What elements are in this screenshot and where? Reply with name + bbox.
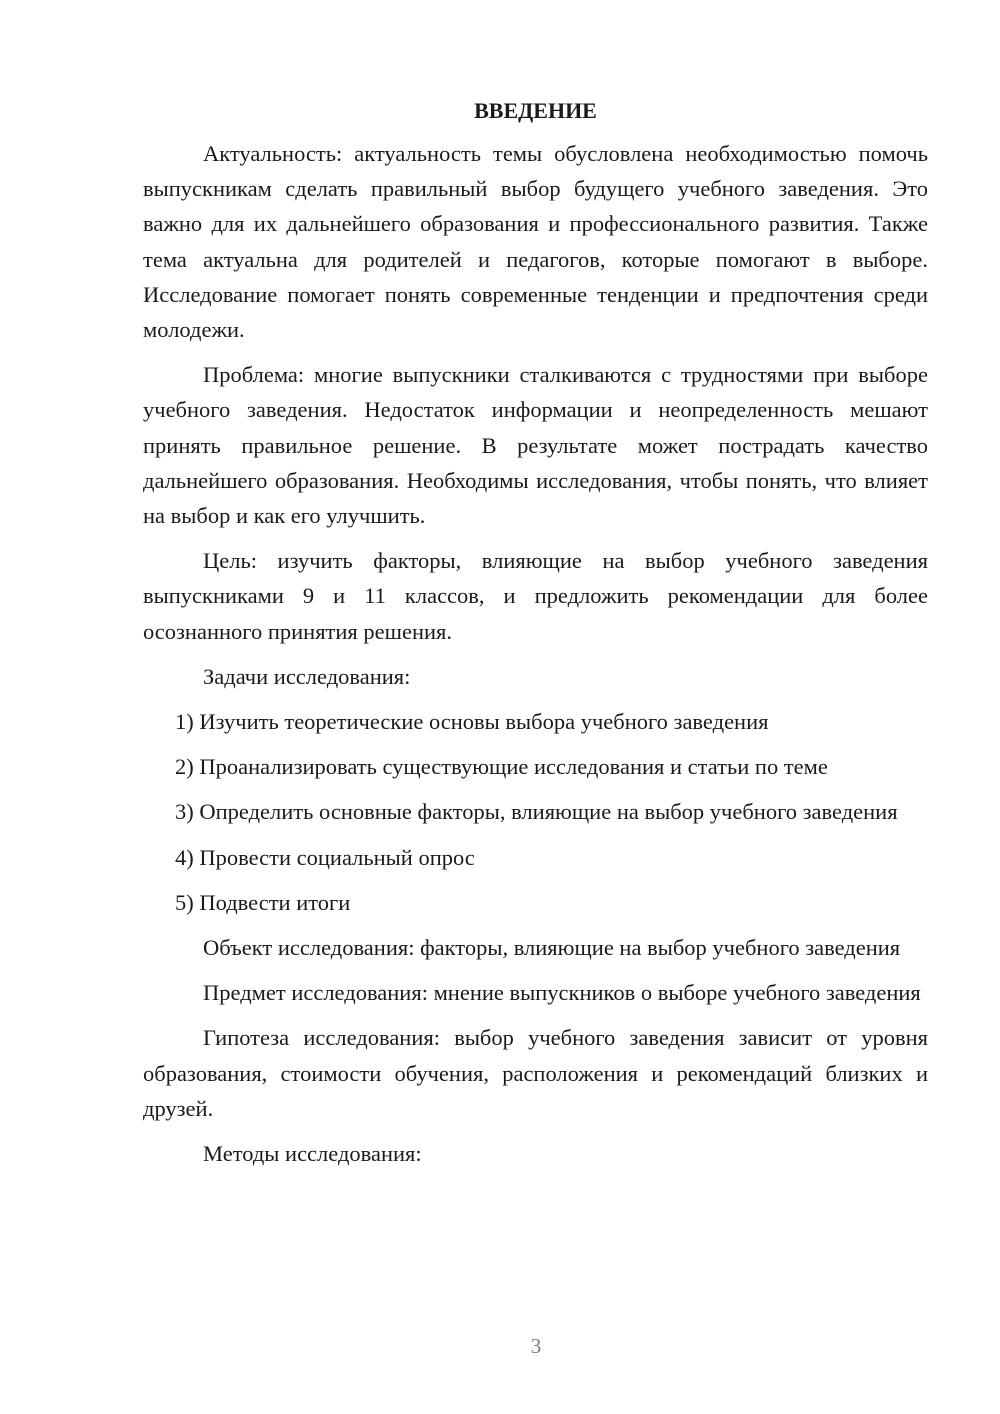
list-item-task-1: 1) Изучить теоретические основы выбора учебного заведения <box>175 709 769 735</box>
list-item-task-5: 5) Подвести итоги <box>175 889 351 915</box>
paragraph-subject: Предмет исследования: мнение выпускников о выборе учебного заведения <box>203 980 921 1006</box>
paragraph-relevance: Актуальность: актуальность темы обусловлена необходимостью помочь выпускникам сделать правильный выбор будущего учебного заведения. Это важно для их дальнейшего образования и профессионального развития. Также тема актуальна для родителей и педагогов, которые помогают в выборе. Исследование помогает понять современные тенденции и предпочтения среди молодежи. <box>143 141 928 343</box>
page-number: 3 <box>530 1334 542 1358</box>
list-item-task-3: 3) Определить основные факторы, влияющие на выбор учебного заведения <box>175 799 898 825</box>
paragraph-goal: Цель: изучить факторы, влияющие на выбор учебного заведения выпускниками 9 и 11 классов, и предложить рекомендации для более осознанного принятия решения. <box>143 548 928 644</box>
paragraph-problem: Проблема: многие выпускники сталкиваются с трудностями при выборе учебного заведения. Недостаток информации и неопределенность мешают принять правильное решение. В результате может пострадать качество дальнейшего образования. Необходимы исследования, чтобы понять, что влияет на выбор и как его улучшить. <box>143 362 928 529</box>
paragraph-object: Объект исследования: факторы, влияющие на выбор учебного заведения <box>203 935 901 961</box>
paragraph-methods-heading: Методы исследования: <box>203 1141 422 1167</box>
paragraph-hypothesis: Гипотеза исследования: выбор учебного заведения зависит от уровня образования, стоимости обучения, расположения и рекомендаций близких и друзей. <box>143 1025 928 1121</box>
paragraph-tasks-heading: Задачи исследования: <box>203 663 411 689</box>
page-content <box>143 95 928 1181</box>
list-item-task-4: 4) Провести социальный опрос <box>175 844 475 870</box>
list-item-task-2: 2) Проанализировать существующие исследования и статьи по теме <box>175 754 828 780</box>
page-title: ВВЕДЕНИЕ <box>474 98 597 123</box>
